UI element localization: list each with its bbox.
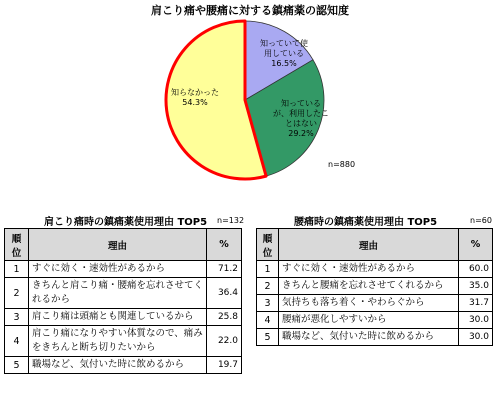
- pct-cell: 71.2: [207, 261, 242, 278]
- pct-header: %: [459, 229, 493, 261]
- pct-cell: 35.0: [459, 278, 493, 295]
- reason-cell: 気持ちも落ち着く・やわらぐから: [279, 295, 459, 312]
- left-table-title: 肩こり痛時の鎮痛薬使用理由 TOP5: [44, 217, 208, 228]
- left-table-n-label: n=132: [217, 216, 245, 225]
- pct-cell: 25.8: [207, 309, 242, 326]
- table-row: [257, 312, 493, 329]
- reason-cell: 職場など、気付いた時に飲めるから: [279, 329, 459, 346]
- right-table-title: 腰痛時の鎮痛薬使用理由 TOP5: [294, 217, 438, 228]
- chart-title: 肩こり痛や腰痛に対する鎮痛薬の認知度: [151, 4, 349, 17]
- rank-cell: 2: [5, 278, 29, 309]
- table-row: [5, 278, 242, 309]
- rank-cell: 3: [5, 309, 29, 326]
- pct-cell: 31.7: [459, 295, 493, 312]
- pct-header: %: [207, 229, 242, 261]
- rank-cell: 4: [257, 312, 279, 329]
- rank-cell: 5: [257, 329, 279, 346]
- left-reason-table: [4, 228, 242, 374]
- table-row: [5, 357, 242, 374]
- rank-cell: 1: [5, 261, 29, 278]
- table-row: [257, 278, 493, 295]
- reason-header: 理由: [29, 229, 207, 261]
- table-row: [257, 329, 493, 346]
- reason-cell: すぐに効く・速効性があるから: [29, 261, 207, 278]
- pie-chart: [0, 0, 500, 195]
- pct-cell: 30.0: [459, 329, 493, 346]
- pie-slice-label: 知っているが、利用したことはない 29.2%: [273, 99, 329, 138]
- rank-cell: 1: [257, 261, 279, 278]
- reason-cell: きちんと肩こり痛・腰痛を忘れさせてくれるから: [29, 278, 207, 309]
- pct-cell: 36.4: [207, 278, 242, 309]
- rank-cell: 3: [257, 295, 279, 312]
- reason-header: 理由: [279, 229, 459, 261]
- pie-n-label: n=880: [328, 160, 356, 169]
- pct-cell: 60.0: [459, 261, 493, 278]
- rank-cell: 2: [257, 278, 279, 295]
- rank-cell: 5: [5, 357, 29, 374]
- table-row: [5, 326, 242, 357]
- table-row: [5, 261, 242, 278]
- rank-header: 順 位: [5, 229, 29, 261]
- table-row: [257, 295, 493, 312]
- reason-cell: すぐに効く・速効性があるから: [279, 261, 459, 278]
- pct-cell: 30.0: [459, 312, 493, 329]
- rank-cell: 4: [5, 326, 29, 357]
- reason-cell: 肩こり痛になりやすい体質なので、痛みをきちんと断ち切りたいから: [29, 326, 207, 357]
- table-row: [257, 261, 493, 278]
- rank-header: 順 位: [257, 229, 279, 261]
- reason-cell: きちんと腰痛を忘れさせてくれるから: [279, 278, 459, 295]
- reason-cell: 腰痛が悪化しやすいから: [279, 312, 459, 329]
- pct-cell: 22.0: [207, 326, 242, 357]
- reason-cell: 職場など、気付いた時に飲めるから: [29, 357, 207, 374]
- right-reason-table: [256, 228, 493, 346]
- pie-slice-label: 知らなかった 54.3%: [171, 88, 219, 107]
- pct-cell: 19.7: [207, 357, 242, 374]
- table-row: [5, 309, 242, 326]
- reason-cell: 肩こり痛は頭痛とも関連しているから: [29, 309, 207, 326]
- right-table-n-label: n=60: [470, 216, 492, 225]
- pie-slice-label: 知っていて使用している 16.5%: [260, 39, 308, 68]
